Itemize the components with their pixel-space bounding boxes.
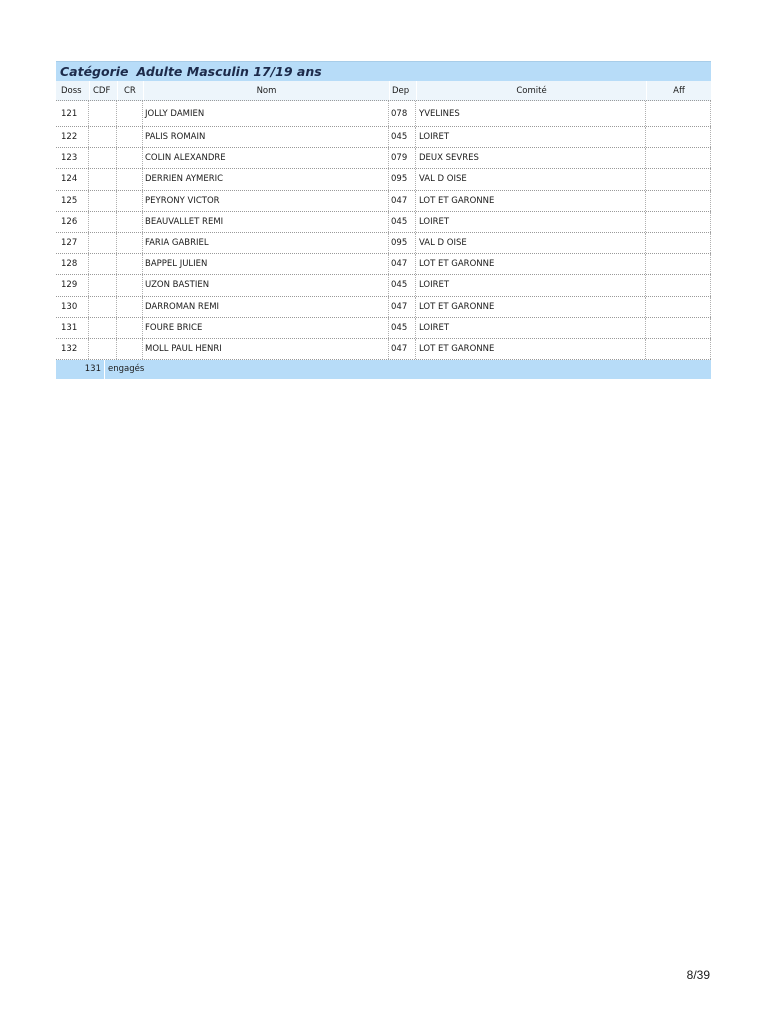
cell-cdf <box>89 101 117 126</box>
cell-comite: LOT ET GARONNE <box>416 254 646 274</box>
table-row <box>56 318 711 339</box>
cell-doss: 127 <box>56 233 89 253</box>
cell-comite: VAL D OISE <box>416 233 646 253</box>
cell-cdf <box>89 318 117 338</box>
cell-aff <box>646 127 711 147</box>
cell-aff <box>646 148 711 168</box>
cell-nom: FOURE BRICE <box>143 318 389 338</box>
cell-aff <box>646 212 711 232</box>
cell-aff <box>646 191 711 211</box>
cell-aff <box>646 339 711 359</box>
cell-cr <box>117 318 143 338</box>
header-dep: Dep <box>389 81 416 100</box>
cell-cr <box>117 101 143 126</box>
cell-dep: 095 <box>389 233 416 253</box>
cell-dep: 045 <box>389 127 416 147</box>
cell-cdf <box>89 212 117 232</box>
cell-doss: 128 <box>56 254 89 274</box>
cell-comite: LOT ET GARONNE <box>416 339 646 359</box>
table-row <box>56 233 711 254</box>
table-row <box>56 127 711 148</box>
cell-cdf <box>89 148 117 168</box>
cell-dep: 047 <box>389 339 416 359</box>
cell-nom: DERRIEN AYMERIC <box>143 169 389 189</box>
total-count: 131 <box>84 364 101 375</box>
cell-cdf <box>89 339 117 359</box>
header-comite: Comité <box>416 81 646 100</box>
cell-cdf <box>89 169 117 189</box>
cell-doss: 126 <box>56 212 89 232</box>
cell-aff <box>646 101 711 126</box>
page-number: 8/39 <box>686 968 710 982</box>
cell-dep: 047 <box>389 254 416 274</box>
cell-doss: 121 <box>56 101 89 126</box>
cell-aff <box>646 233 711 253</box>
header-cdf: CDF <box>89 81 117 100</box>
cell-aff <box>646 318 711 338</box>
cell-nom: BAPPEL JULIEN <box>143 254 389 274</box>
cell-nom: BEAUVALLET REMI <box>143 212 389 232</box>
cell-cdf <box>89 254 117 274</box>
table-row <box>56 275 711 296</box>
cell-aff <box>646 254 711 274</box>
cell-dep: 045 <box>389 275 416 295</box>
cell-dep: 047 <box>389 191 416 211</box>
cell-comite: LOIRET <box>416 212 646 232</box>
cell-doss: 132 <box>56 339 89 359</box>
cell-doss: 129 <box>56 275 89 295</box>
cell-comite: YVELINES <box>416 101 646 126</box>
cell-nom: PEYRONY VICTOR <box>143 191 389 211</box>
cell-cr <box>117 275 143 295</box>
cell-cdf <box>89 127 117 147</box>
cell-cr <box>117 169 143 189</box>
cell-comite: LOIRET <box>416 275 646 295</box>
total-row <box>56 360 711 379</box>
table-row <box>56 148 711 169</box>
cell-aff <box>646 169 711 189</box>
cell-cdf <box>89 297 117 317</box>
cell-cdf <box>89 275 117 295</box>
cell-dep: 047 <box>389 297 416 317</box>
cell-aff <box>646 297 711 317</box>
cell-comite: LOIRET <box>416 318 646 338</box>
table-body <box>56 101 711 360</box>
header-doss: Doss <box>61 86 82 96</box>
cell-comite: LOT ET GARONNE <box>416 297 646 317</box>
table-row <box>56 169 711 190</box>
table-row <box>56 212 711 233</box>
cell-nom: PALIS ROMAIN <box>143 127 389 147</box>
cell-comite: DEUX SEVRES <box>416 148 646 168</box>
header-aff: Aff <box>646 81 711 100</box>
cell-dep: 045 <box>389 318 416 338</box>
cell-doss: 123 <box>56 148 89 168</box>
cell-comite: VAL D OISE <box>416 169 646 189</box>
cell-nom: COLIN ALEXANDRE <box>143 148 389 168</box>
table-header <box>56 81 711 101</box>
cell-doss: 131 <box>56 318 89 338</box>
table-row <box>56 191 711 212</box>
category-label: Catégorie <box>60 64 129 79</box>
header-cr: CR <box>117 81 143 100</box>
cell-doss: 125 <box>56 191 89 211</box>
cell-nom: MOLL PAUL HENRI <box>143 339 389 359</box>
cell-doss: 122 <box>56 127 89 147</box>
category-value: Adulte Masculin 17/19 ans <box>136 64 322 79</box>
cell-doss: 124 <box>56 169 89 189</box>
header-nom: Nom <box>143 81 389 100</box>
cell-cr <box>117 233 143 253</box>
cell-cr <box>117 254 143 274</box>
table-row <box>56 101 711 127</box>
cell-dep: 079 <box>389 148 416 168</box>
cell-dep: 095 <box>389 169 416 189</box>
cell-nom: UZON BASTIEN <box>143 275 389 295</box>
table-row <box>56 254 711 275</box>
cell-aff <box>646 275 711 295</box>
table-row <box>56 339 711 360</box>
cell-dep: 078 <box>389 101 416 126</box>
table-row <box>56 297 711 318</box>
cell-cr <box>117 191 143 211</box>
entries-sheet <box>56 61 711 379</box>
cell-comite: LOT ET GARONNE <box>416 191 646 211</box>
cell-nom: DARROMAN REMI <box>143 297 389 317</box>
cell-cr <box>117 127 143 147</box>
cell-cr <box>117 148 143 168</box>
cell-comite: LOIRET <box>416 127 646 147</box>
cell-doss: 130 <box>56 297 89 317</box>
category-title <box>56 61 711 81</box>
total-label: engagés <box>104 360 144 379</box>
cell-cdf <box>89 233 117 253</box>
cell-cr <box>117 339 143 359</box>
cell-cr <box>117 297 143 317</box>
cell-nom: JOLLY DAMIEN <box>143 101 389 126</box>
cell-cdf <box>89 191 117 211</box>
cell-cr <box>117 212 143 232</box>
cell-nom: FARIA GABRIEL <box>143 233 389 253</box>
cell-dep: 045 <box>389 212 416 232</box>
